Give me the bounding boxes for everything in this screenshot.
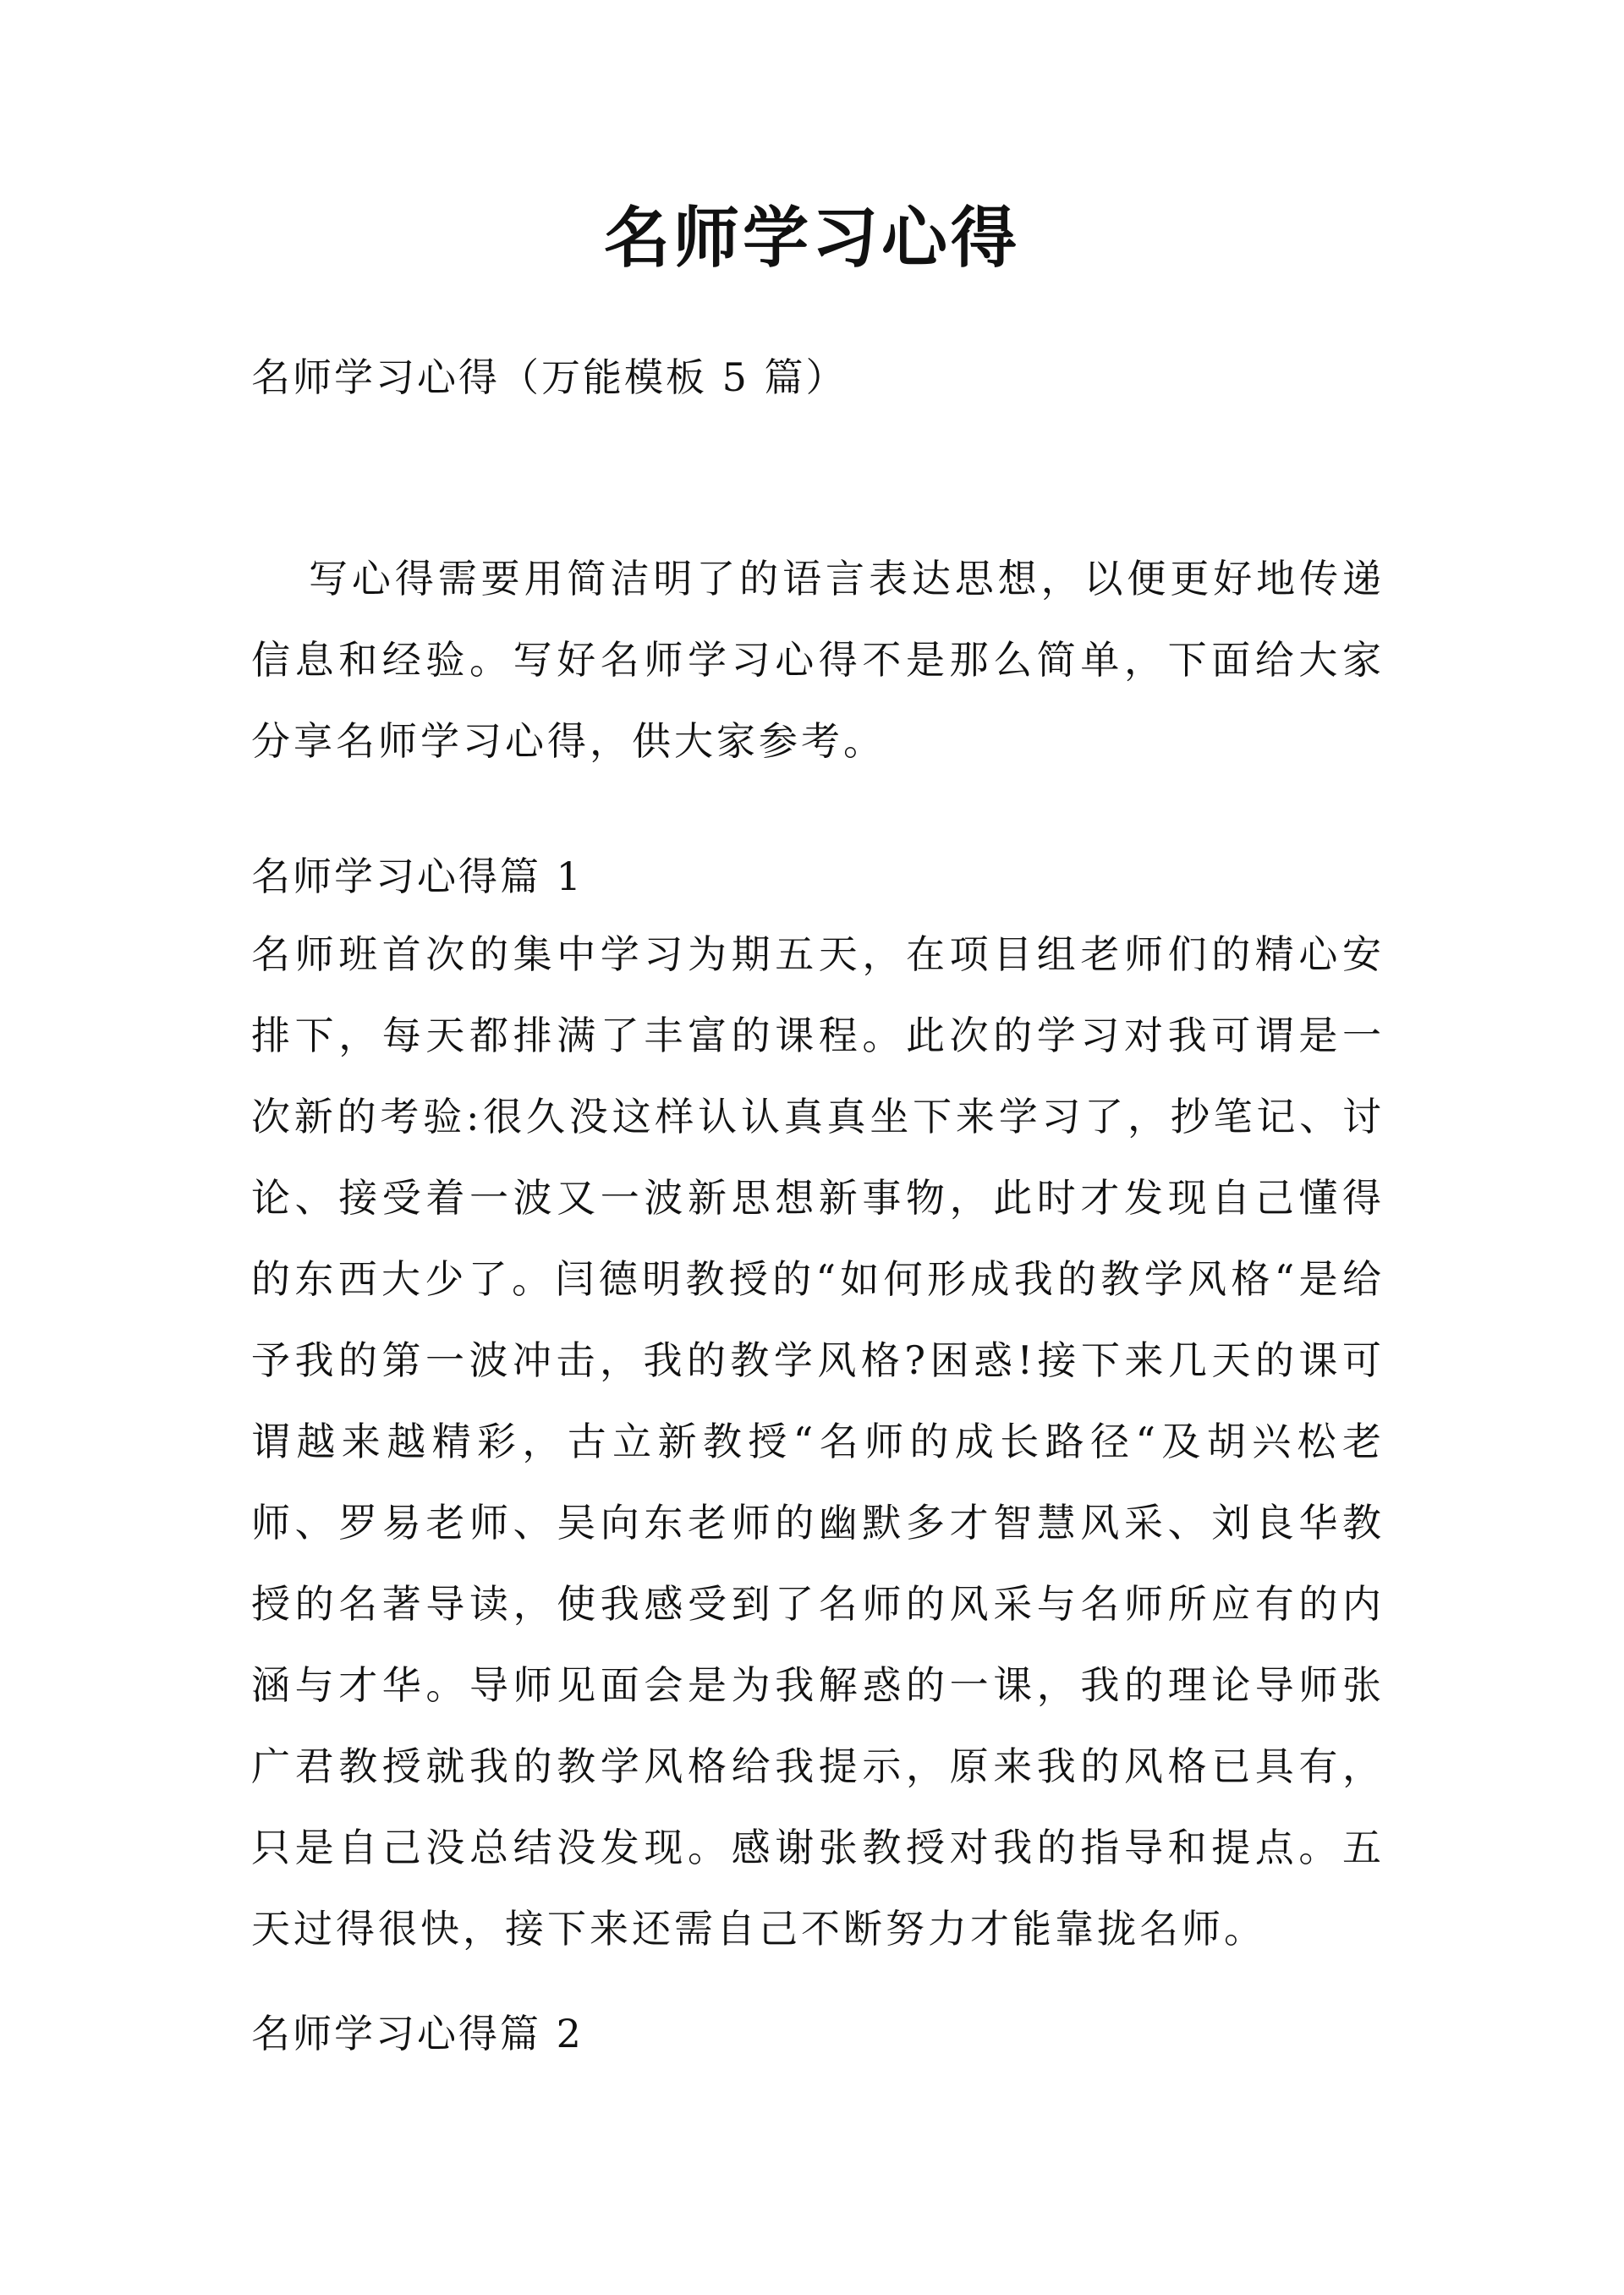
document-title: 名师学习心得 <box>603 200 1020 277</box>
section-heading-2: 名师学习心得篇 2 <box>251 2011 584 2056</box>
document-subtitle: 名师学习心得（万能模板 5 篇） <box>251 354 848 400</box>
intro-paragraph: 写心得需要用简洁明了的语言表达思想，以便更好地传递信息和经验。写好名师学习心得不是那么简单，下面给大家分享名师学习心得，供大家参考。 <box>251 556 1385 764</box>
section-body-1: 名师班首次的集中学习为期五天，在项目组老师们的精心安排下，每天都排满了丰富的课程。此次的学习对我可谓是一次新的考验:很久没这样认认真真坐下来学习了，抄笔记、讨论、接受着一波又一波新思想新事物，此时才发现自己懂得的东西大少了。闫德明教授的“如何形成我的教学风格“是给予我的第一波冲击，我的教学风格?困惑!接下来几天的课可谓越来越精彩，古立新教授“名师的成长路径“及胡兴松老师、罗易老师、吴向东老师的幽默多才智慧风采、刘良华教授的名著导读，使我感受到了名师的风采与名师所应有的内涵与才华。导师见面会是为我解惑的一课，我的理论导师张广君教授就我的教学风格给我提示，原来我的风格已具有，只是自己没总结没发现。感谢张教授对我的指导和提点。五天过得很快，接下来还需自己不断努力才能靠拢名师。 <box>251 931 1385 1952</box>
section-heading-1: 名师学习心得篇 1 <box>251 854 584 899</box>
